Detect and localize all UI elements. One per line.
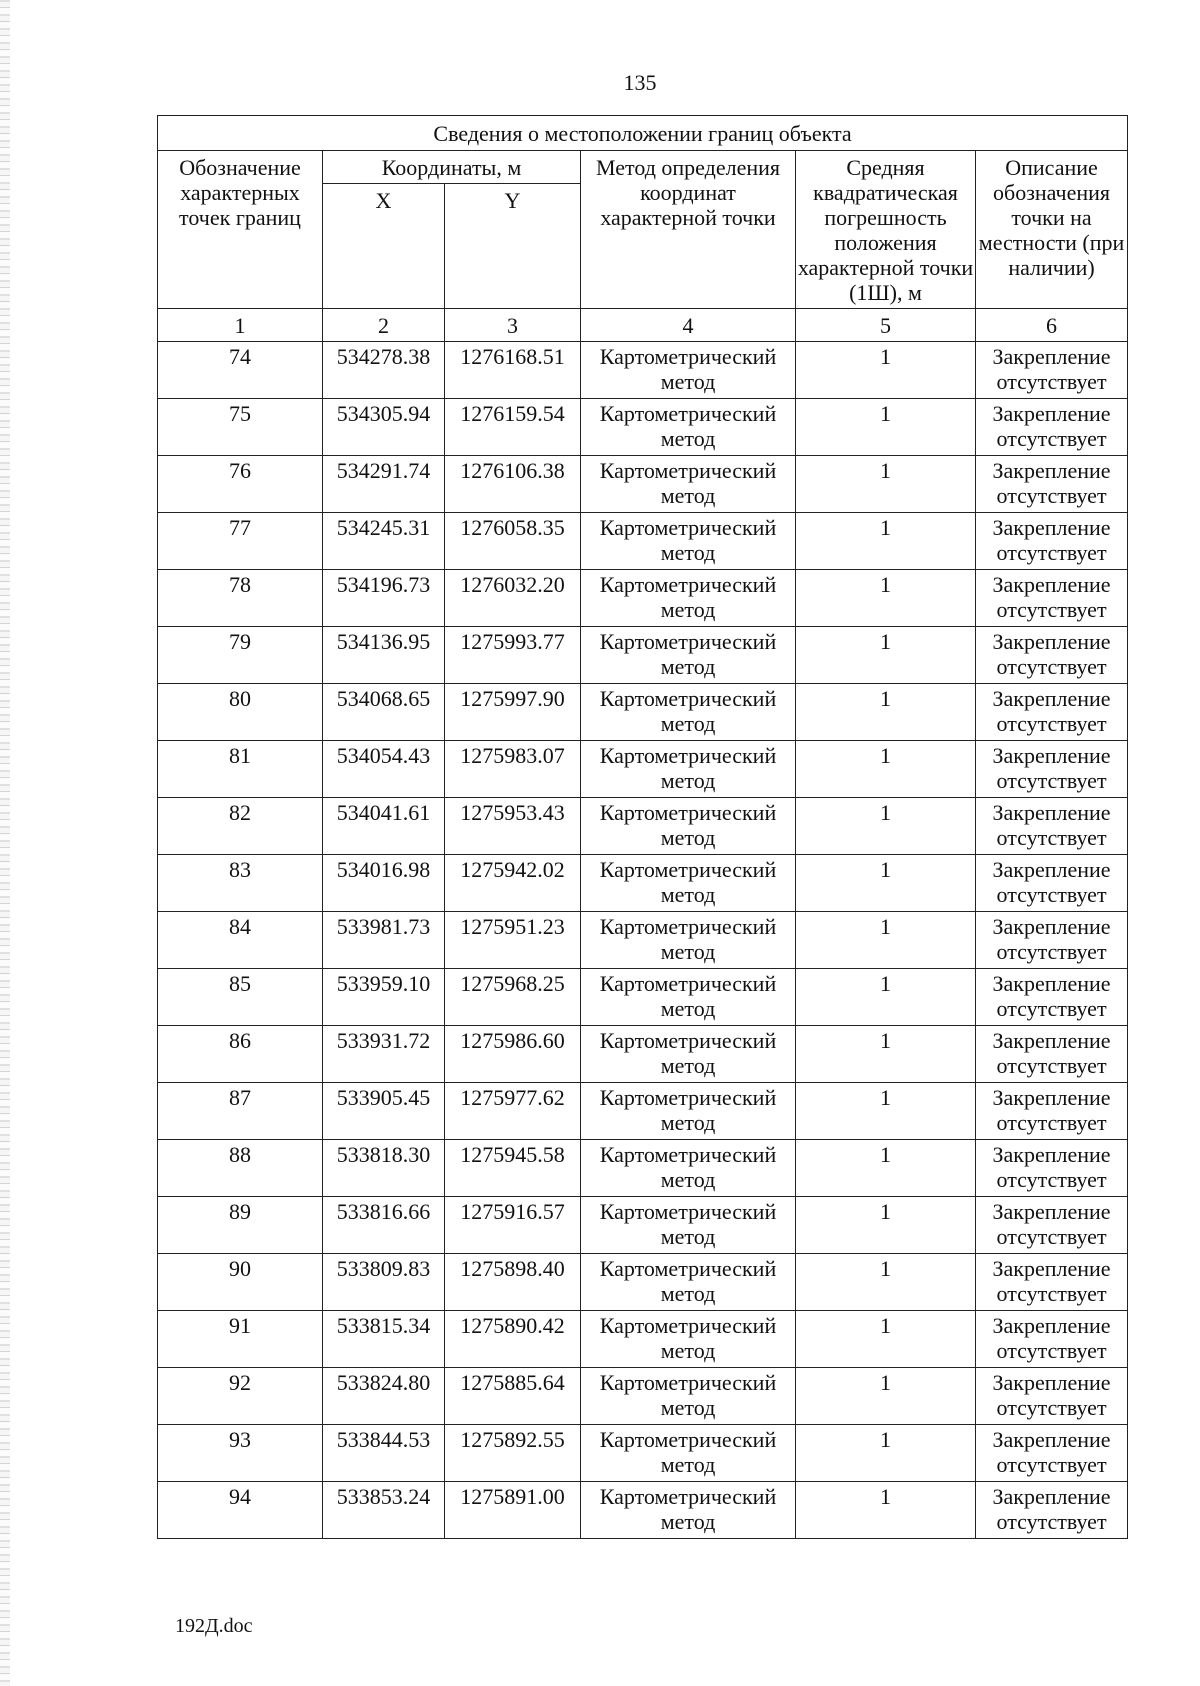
point-cell: 88 [158,1140,323,1197]
method-cell: Картометрический метод [581,798,796,855]
point-cell: 77 [158,513,323,570]
point-cell: 84 [158,912,323,969]
x-coordinate-cell: 534196.73 [323,570,445,627]
method-cell: Картометрический метод [581,1197,796,1254]
y-coordinate-cell: 1275916.57 [445,1197,581,1254]
y-coordinate-cell: 1276159.54 [445,399,581,456]
y-coordinate-cell: 1275885.64 [445,1368,581,1425]
x-coordinate-cell: 534291.74 [323,456,445,513]
description-cell: Закрепление отсутствует [976,399,1128,456]
method-cell: Картометрический метод [581,969,796,1026]
table-row [158,1311,1128,1368]
description-cell: Закрепление отсутствует [976,1083,1128,1140]
x-coordinate-cell: 534016.98 [323,855,445,912]
error-cell: 1 [796,1482,976,1539]
error-cell: 1 [796,798,976,855]
header-method: Метод определения координат характерной точки [581,151,796,309]
error-cell: 1 [796,969,976,1026]
method-cell: Картометрический метод [581,456,796,513]
x-coordinate-cell: 534245.31 [323,513,445,570]
point-cell: 81 [158,741,323,798]
description-cell: Закрепление отсутствует [976,1254,1128,1311]
method-cell: Картометрический метод [581,1482,796,1539]
table-row [158,1482,1128,1539]
method-cell: Картометрический метод [581,1425,796,1482]
method-cell: Картометрический метод [581,684,796,741]
point-cell: 90 [158,1254,323,1311]
point-cell: 93 [158,1425,323,1482]
description-cell: Закрепление отсутствует [976,741,1128,798]
method-cell: Картометрический метод [581,1083,796,1140]
error-cell: 1 [796,1254,976,1311]
error-cell: 1 [796,513,976,570]
point-cell: 83 [158,855,323,912]
error-cell: 1 [796,855,976,912]
description-cell: Закрепление отсутствует [976,969,1128,1026]
error-cell: 1 [796,1140,976,1197]
x-coordinate-cell: 533816.66 [323,1197,445,1254]
y-coordinate-cell: 1275890.42 [445,1311,581,1368]
method-cell: Картометрический метод [581,741,796,798]
boundary-coordinates-table [157,115,1128,1539]
y-coordinate-cell: 1275898.40 [445,1254,581,1311]
table-row [158,1197,1128,1254]
description-cell: Закрепление отсутствует [976,912,1128,969]
x-coordinate-cell: 534041.61 [323,798,445,855]
description-cell: Закрепление отсутствует [976,570,1128,627]
column-number: 2 [323,309,445,342]
point-cell: 85 [158,969,323,1026]
table-row [158,1083,1128,1140]
column-number: 6 [976,309,1128,342]
error-cell: 1 [796,456,976,513]
error-cell: 1 [796,1197,976,1254]
table-row [158,570,1128,627]
point-cell: 94 [158,1482,323,1539]
point-cell: 86 [158,1026,323,1083]
y-coordinate-cell: 1275891.00 [445,1482,581,1539]
column-number: 3 [445,309,581,342]
error-cell: 1 [796,1083,976,1140]
table-row [158,798,1128,855]
error-cell: 1 [796,1311,976,1368]
method-cell: Картометрический метод [581,1368,796,1425]
x-coordinate-cell: 534068.65 [323,684,445,741]
column-number-row [158,309,1128,342]
header-point: Обозначение характерных точек границ [158,151,323,309]
table-row [158,1368,1128,1425]
y-coordinate-cell: 1276032.20 [445,570,581,627]
point-cell: 79 [158,627,323,684]
description-cell: Закрепление отсутствует [976,684,1128,741]
point-cell: 74 [158,342,323,399]
error-cell: 1 [796,1425,976,1482]
error-cell: 1 [796,741,976,798]
table-body [158,342,1128,1539]
method-cell: Картометрический метод [581,1026,796,1083]
y-coordinate-cell: 1276058.35 [445,513,581,570]
header-description: Описание обозначения точки на местности (при наличии) [976,151,1128,309]
y-coordinate-cell: 1275951.23 [445,912,581,969]
description-cell: Закрепление отсутствует [976,456,1128,513]
y-coordinate-cell: 1275953.43 [445,798,581,855]
table-row [158,1254,1128,1311]
column-number: 4 [581,309,796,342]
x-coordinate-cell: 533853.24 [323,1482,445,1539]
footer-filename: 192Д.doc [175,1615,253,1637]
boundary-coordinates-table-container [157,115,1127,1539]
table-row [158,456,1128,513]
x-coordinate-cell: 533905.45 [323,1083,445,1140]
error-cell: 1 [796,627,976,684]
description-cell: Закрепление отсутствует [976,1311,1128,1368]
error-cell: 1 [796,684,976,741]
header-error: Средняя квадратическая погрешность положения характерной точки (1Ш), м [796,151,976,309]
y-coordinate-cell: 1276106.38 [445,456,581,513]
method-cell: Картометрический метод [581,1254,796,1311]
y-coordinate-cell: 1275942.02 [445,855,581,912]
y-coordinate-cell: 1276168.51 [445,342,581,399]
y-coordinate-cell: 1275892.55 [445,1425,581,1482]
description-cell: Закрепление отсутствует [976,1026,1128,1083]
point-cell: 78 [158,570,323,627]
method-cell: Картометрический метод [581,342,796,399]
x-coordinate-cell: 533931.72 [323,1026,445,1083]
point-cell: 89 [158,1197,323,1254]
column-number: 5 [796,309,976,342]
x-coordinate-cell: 534278.38 [323,342,445,399]
table-row [158,1140,1128,1197]
table-row [158,342,1128,399]
header-y: Y [445,184,581,309]
method-cell: Картометрический метод [581,627,796,684]
y-coordinate-cell: 1275968.25 [445,969,581,1026]
method-cell: Картометрический метод [581,570,796,627]
header-x: X [323,184,445,309]
description-cell: Закрепление отсутствует [976,1482,1128,1539]
x-coordinate-cell: 533815.34 [323,1311,445,1368]
table-row [158,969,1128,1026]
x-coordinate-cell: 533818.30 [323,1140,445,1197]
y-coordinate-cell: 1275983.07 [445,741,581,798]
y-coordinate-cell: 1275945.58 [445,1140,581,1197]
point-cell: 75 [158,399,323,456]
x-coordinate-cell: 533981.73 [323,912,445,969]
x-coordinate-cell: 534136.95 [323,627,445,684]
y-coordinate-cell: 1275993.77 [445,627,581,684]
x-coordinate-cell: 533959.10 [323,969,445,1026]
error-cell: 1 [796,342,976,399]
x-coordinate-cell: 533809.83 [323,1254,445,1311]
description-cell: Закрепление отсутствует [976,1425,1128,1482]
x-coordinate-cell: 534305.94 [323,399,445,456]
error-cell: 1 [796,570,976,627]
table-row [158,855,1128,912]
description-cell: Закрепление отсутствует [976,855,1128,912]
method-cell: Картометрический метод [581,1311,796,1368]
point-cell: 80 [158,684,323,741]
error-cell: 1 [796,1368,976,1425]
y-coordinate-cell: 1275997.90 [445,684,581,741]
table-row [158,741,1128,798]
table-row [158,627,1128,684]
method-cell: Картометрический метод [581,855,796,912]
point-cell: 91 [158,1311,323,1368]
point-cell: 76 [158,456,323,513]
x-coordinate-cell: 533824.80 [323,1368,445,1425]
table-row [158,513,1128,570]
table-row [158,684,1128,741]
x-coordinate-cell: 534054.43 [323,741,445,798]
point-cell: 87 [158,1083,323,1140]
point-cell: 82 [158,798,323,855]
method-cell: Картометрический метод [581,912,796,969]
method-cell: Картометрический метод [581,399,796,456]
header-coordinates: Координаты, м [323,151,581,184]
error-cell: 1 [796,399,976,456]
page-number: 135 [623,70,657,95]
error-cell: 1 [796,1026,976,1083]
method-cell: Картометрический метод [581,1140,796,1197]
table-row [158,1026,1128,1083]
scan-edge-artifact [0,0,10,1686]
table-row [158,1425,1128,1482]
error-cell: 1 [796,912,976,969]
table-caption: Сведения о местоположении границ объекта [158,116,1128,151]
description-cell: Закрепление отсутствует [976,1140,1128,1197]
description-cell: Закрепление отсутствует [976,1368,1128,1425]
point-cell: 92 [158,1368,323,1425]
y-coordinate-cell: 1275986.60 [445,1026,581,1083]
description-cell: Закрепление отсутствует [976,1197,1128,1254]
description-cell: Закрепление отсутствует [976,342,1128,399]
description-cell: Закрепление отсутствует [976,627,1128,684]
method-cell: Картометрический метод [581,513,796,570]
table-row [158,399,1128,456]
x-coordinate-cell: 533844.53 [323,1425,445,1482]
y-coordinate-cell: 1275977.62 [445,1083,581,1140]
table-row [158,912,1128,969]
column-number: 1 [158,309,323,342]
description-cell: Закрепление отсутствует [976,513,1128,570]
description-cell: Закрепление отсутствует [976,798,1128,855]
